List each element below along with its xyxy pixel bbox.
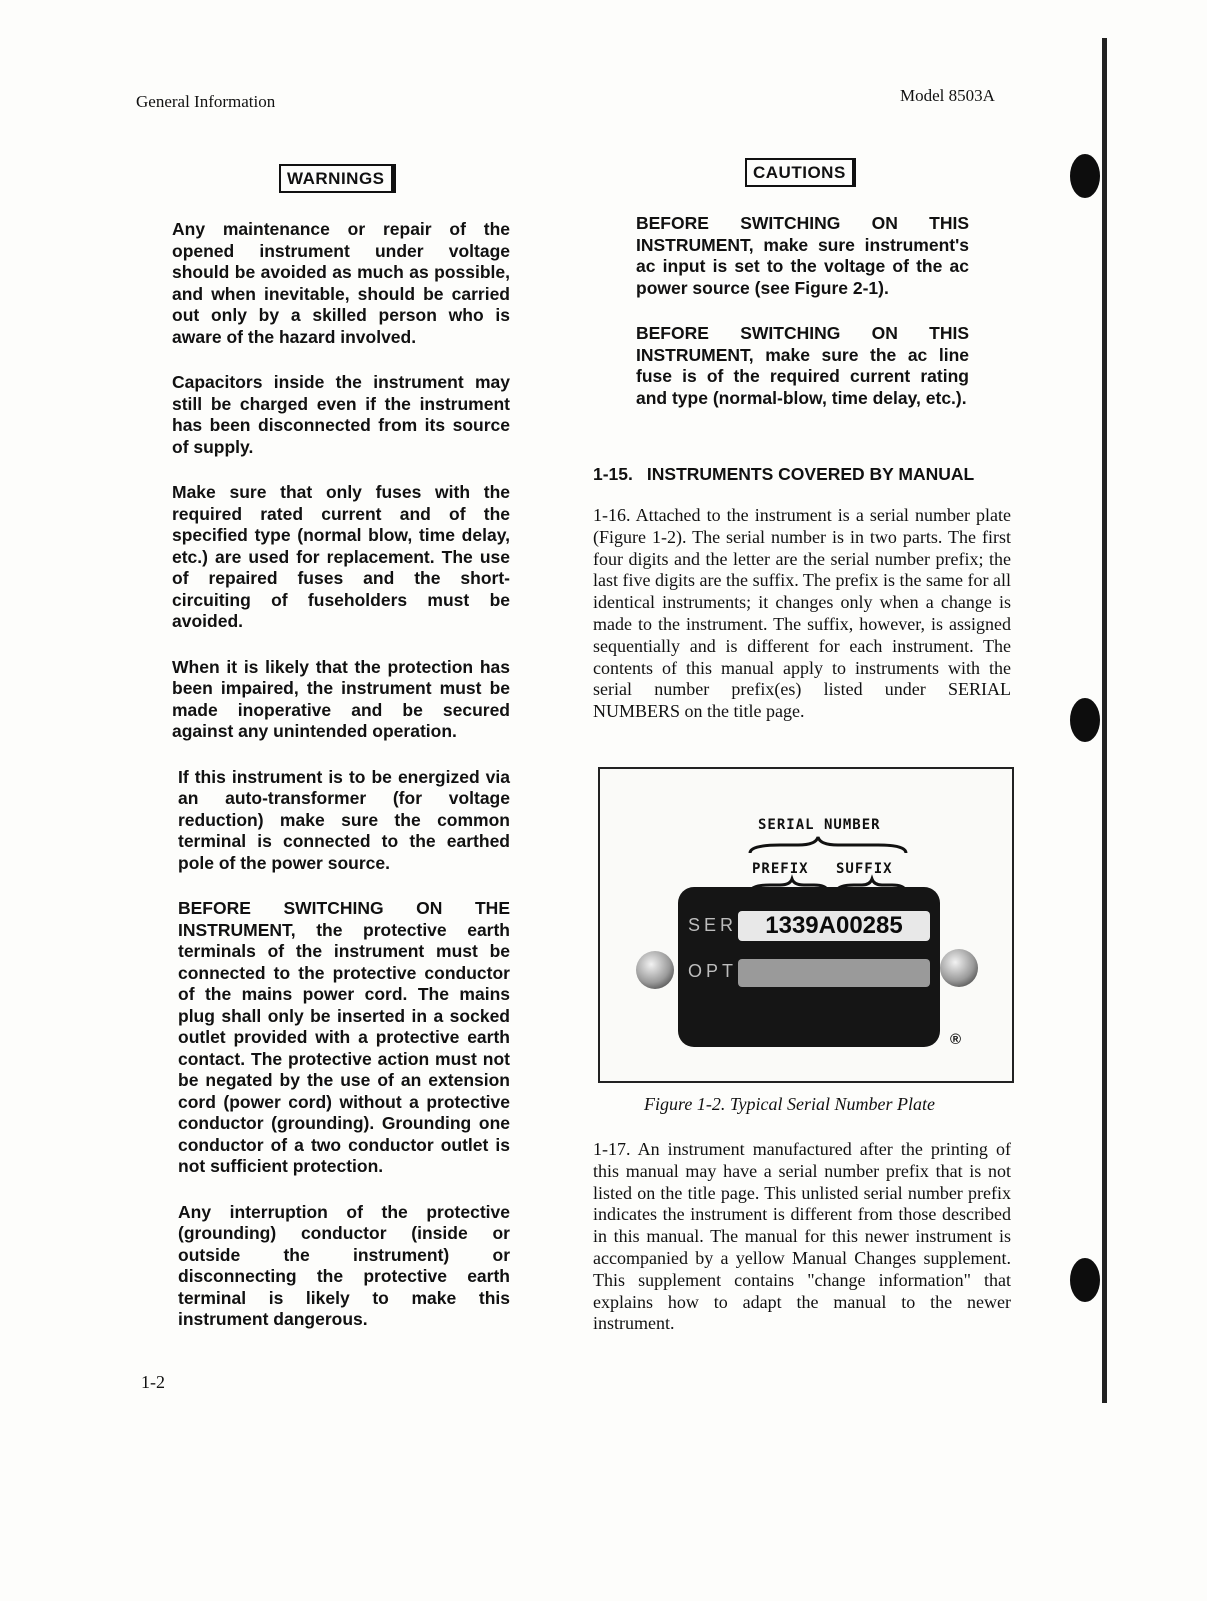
section-title: INSTRUMENTS COVERED BY MANUAL xyxy=(646,464,975,484)
page-number: 1-2 xyxy=(141,1372,165,1392)
serial-number-brace xyxy=(750,837,906,853)
registered-mark: ® xyxy=(950,1031,962,1048)
section-number: 1-15. xyxy=(593,464,633,484)
header-model-number: Model 8503A xyxy=(900,86,995,105)
warning-paragraph-6: BEFORE SWITCHING ON THE INSTRUMENT, the protective earth terminals of the instrument must be connected to the protective conductor of the mains power cord. The mains plug shall only be inserted in a socked outlet provided with a protective earth contact. The protective action must not be negated by the use of an extension cord (power cord) without a protective conductor (grounding). Grounding one conductor of a two conductor outlet is not sufficient protection. xyxy=(178,898,510,1176)
plate-screw-left xyxy=(636,951,674,989)
serial-plate xyxy=(678,887,940,1047)
warning-paragraph-1: Any maintenance or repair of the opened instrument under voltage should be avoided as much as possible, and when inevitable, should be carried out only by a skilled person who is aware of the hazard involved. xyxy=(172,219,510,347)
serial-number-label: SERIAL NUMBER xyxy=(758,817,881,833)
caution-paragraph-2: BEFORE SWITCHING ON THIS INSTRUMENT, make sure the ac line fuse is of the required current rating and type (normal-blow, time delay, etc.). xyxy=(636,323,969,408)
header-section-title: General Information xyxy=(136,92,276,111)
binder-hole-middle xyxy=(1070,698,1100,742)
paragraph-1-17: 1-17. An instrument manufactured after the printing of this manual may have a serial number prefix that is not listed on the title page. This unlisted serial number prefix indicates the instrument is different from those described in this manual. The manual for this newer instrument is accompanied by a yellow Manual Changes supplement. This supplement contains "change information" that explains how to adapt the manual to the newer instrument. xyxy=(593,1139,1011,1334)
warning-paragraph-5: If this instrument is to be energized via an auto-transformer (for voltage reduction) make sure the common terminal is connected to the earthed pole of the power source. xyxy=(178,766,510,873)
warning-paragraph-2: Capacitors inside the instrument may still be charged even if the instrument has been disconnected from its source of supply. xyxy=(172,372,510,457)
plate-option-field xyxy=(738,959,930,987)
scan-edge-line xyxy=(1102,38,1107,1403)
caution-paragraph-1: BEFORE SWITCHING ON THIS INSTRUMENT, make sure instrument's ac input is set to the voltage of the ac power source (see Figure 2-1). xyxy=(636,213,969,298)
plate-opt-label: OPT xyxy=(688,961,738,981)
warning-paragraph-4: When it is likely that the protection has been impaired, the instrument must be made inoperative and be secured against any unintended operation. xyxy=(172,656,510,741)
figure-caption: Figure 1-2. Typical Serial Number Plate xyxy=(644,1094,935,1114)
suffix-label: SUFFIX xyxy=(836,861,893,877)
binder-hole-top xyxy=(1070,154,1100,198)
plate-ser-label: SER xyxy=(688,915,738,935)
paragraph-1-16: 1-16. Attached to the instrument is a serial number plate (Figure 1-2). The serial number is in two parts. The first four digits and the letter are the serial number prefix; the last five digits are the suffix. The prefix is the same for all identical instruments; it changes only when a change is made to the instrument. The suffix, however, is assigned sequentially and is different for each instrument. The contents of this manual apply to instruments with the serial number prefix(es) listed under SERIAL NUMBERS on the title page. xyxy=(593,505,1011,722)
binder-hole-bottom xyxy=(1070,1258,1100,1302)
serial-plate-figure xyxy=(598,767,1014,1083)
warning-paragraph-3: Make sure that only fuses with the required rated current and of the specified type (normal blow, time delay, etc.) are used for replacement. The use of repaired fuses and the short-circuiting of fuseholders must be avoided. xyxy=(172,482,510,631)
warnings-text xyxy=(172,219,510,1355)
section-heading xyxy=(593,464,974,485)
plate-serial-number: 1339A00285 xyxy=(738,911,930,941)
cautions-label: CAUTIONS xyxy=(745,158,856,187)
prefix-label: PREFIX xyxy=(752,861,809,877)
warning-paragraph-7: Any interruption of the protective (grounding) conductor (inside or outside the instrument) or disconnecting the protective earth terminal is likely to make this instrument dangerous. xyxy=(178,1201,510,1329)
plate-screw-right xyxy=(940,949,978,987)
warnings-label: WARNINGS xyxy=(279,164,396,193)
cautions-text xyxy=(636,213,969,433)
